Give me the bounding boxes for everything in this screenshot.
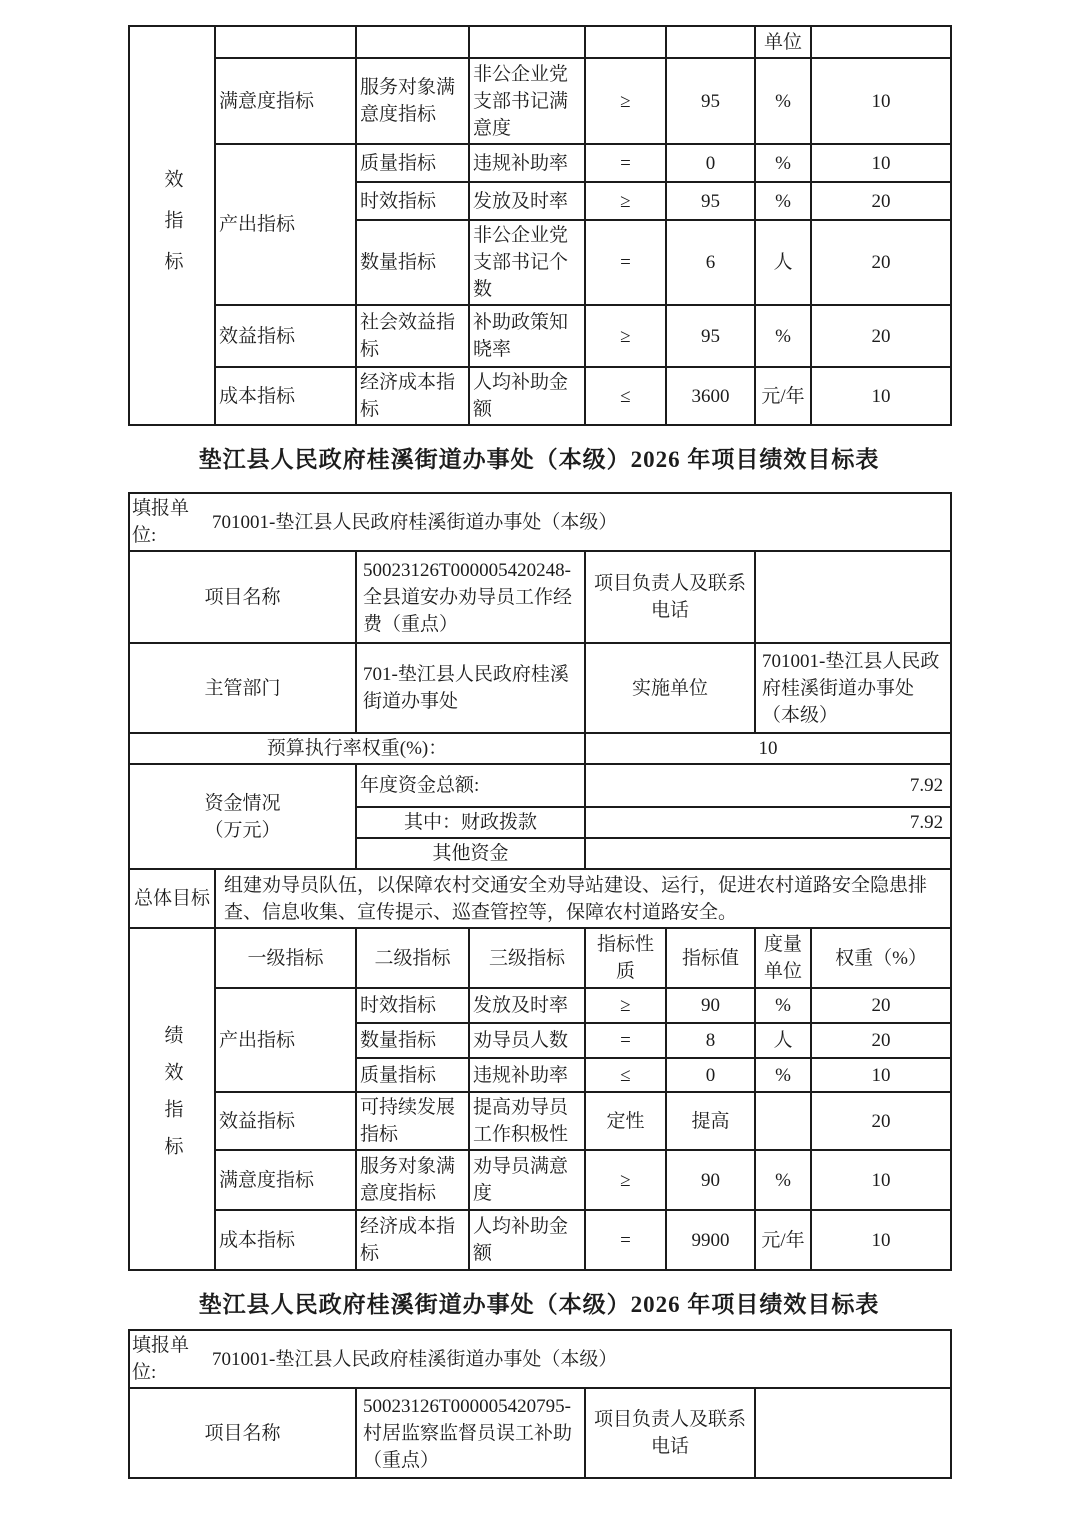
measure-unit: %	[755, 144, 811, 182]
level2-indicator: 时效指标	[356, 988, 469, 1023]
table-row	[129, 733, 951, 764]
indicator-nature: ≥	[585, 305, 666, 367]
table-row	[129, 928, 951, 988]
level2-indicator: 质量指标	[356, 1058, 469, 1092]
indicator-value: 90	[666, 988, 755, 1023]
indicator-value: 95	[666, 182, 755, 220]
funds-total-label: 年度资金总额:	[356, 764, 585, 807]
table-row	[129, 144, 951, 182]
level3-indicator: 非公企业党支部书记个数	[469, 220, 585, 305]
header-value: 指标值	[666, 928, 755, 988]
header-level1: 一级指标	[215, 928, 356, 988]
indicator-value: 6	[666, 220, 755, 305]
dept-label: 主管部门	[129, 643, 356, 733]
indicator-nature: ≤	[585, 367, 666, 425]
table-row	[129, 1092, 951, 1150]
reporting-unit-cell	[129, 493, 951, 551]
level3-indicator: 违规补助率	[469, 1058, 585, 1092]
budget-rate-label: 预算执行率权重(%)：	[129, 733, 585, 764]
table-row	[129, 1330, 951, 1388]
indicator-nature: ≥	[585, 988, 666, 1023]
measure-unit: %	[755, 58, 811, 144]
level3-indicator: 提高劝导员工作积极性	[469, 1092, 585, 1150]
header-weight: 权重（%）	[811, 928, 951, 988]
indicator-nature: =	[585, 220, 666, 305]
overall-goal-label: 总体目标	[129, 869, 215, 928]
table-row	[129, 1150, 951, 1210]
level2-indicator: 经济成本指标	[356, 1210, 469, 1270]
indicator-nature: =	[585, 1210, 666, 1270]
level3-indicator: 发放及时率	[469, 988, 585, 1023]
table-row	[129, 305, 951, 367]
funds-fiscal-value: 7.92	[585, 807, 951, 838]
header-unit: 度量单位	[755, 928, 811, 988]
project-leader-label: 项目负责人及联系电话	[585, 1388, 755, 1478]
measure-unit: 人	[755, 1023, 811, 1058]
measure-unit: %	[755, 988, 811, 1023]
impl-unit-label: 实施单位	[585, 643, 755, 733]
weight: 20	[811, 1092, 951, 1150]
indicator-nature: =	[585, 144, 666, 182]
funds-total-value: 7.92	[585, 764, 951, 807]
table-row	[129, 1210, 951, 1270]
level1-indicator: 效益指标	[215, 1092, 356, 1150]
indicator-value: 95	[666, 305, 755, 367]
table-row	[129, 367, 951, 425]
report-title: 垫江县人民政府桂溪街道办事处（本级）2026 年项目绩效目标表	[198, 1292, 880, 1317]
indicator-value: 0	[666, 144, 755, 182]
level2-indicator: 社会效益指标	[356, 305, 469, 367]
dept-value: 701-垫江县人民政府桂溪街道办事处	[356, 643, 585, 733]
level2-indicator: 时效指标	[356, 182, 469, 220]
weight: 10	[811, 1210, 951, 1270]
level3-indicator: 劝导员满意度	[469, 1150, 585, 1210]
weight: 10	[811, 144, 951, 182]
reporting-unit-label: 填报单位:	[132, 1335, 190, 1383]
project-name-label: 项目名称	[129, 1388, 356, 1478]
header-level2: 二级指标	[356, 928, 469, 988]
level1-indicator: 满意度指标	[215, 58, 356, 144]
indicator-nature: ≥	[585, 1150, 666, 1210]
level2-indicator: 可持续发展指标	[356, 1092, 469, 1150]
measure-unit: %	[755, 305, 811, 367]
funds-label-line2: （万元）	[204, 819, 281, 841]
funds-other-label: 其他资金	[356, 838, 585, 869]
level1-indicator: 产出指标	[215, 988, 356, 1092]
performance-indicator-vertical-label: 绩效指标	[161, 1025, 183, 1173]
measure-unit: %	[755, 1058, 811, 1092]
report-title: 垫江县人民政府桂溪街道办事处（本级）2026 年项目绩效目标表	[198, 447, 880, 472]
funds-fiscal-label: 其中：财政拨款	[356, 807, 585, 838]
measure-unit	[755, 1092, 811, 1150]
level2-indicator: 服务对象满意度指标	[356, 1150, 469, 1210]
measure-unit: 元/年	[755, 367, 811, 425]
budget-rate-value: 10	[585, 733, 951, 764]
project-target-table-2	[128, 1329, 952, 1479]
empty-cell	[666, 26, 755, 58]
level3-indicator: 补助政策知晓率	[469, 305, 585, 367]
indicator-nature: =	[585, 1023, 666, 1058]
empty-cell	[469, 26, 585, 58]
empty-cell	[215, 26, 356, 58]
indicator-nature: ≥	[585, 58, 666, 144]
project-target-table-1	[128, 492, 952, 1271]
measure-unit: %	[755, 182, 811, 220]
header-nature: 指标性质	[585, 928, 666, 988]
table-row	[129, 493, 951, 551]
reporting-unit-label: 填报单位:	[132, 498, 190, 546]
table-row	[129, 764, 951, 807]
project-leader-value	[755, 551, 951, 643]
funds-label-line1: 资金情况	[204, 792, 281, 814]
weight: 20	[811, 220, 951, 305]
funds-other-value	[585, 838, 951, 869]
level3-indicator: 人均补助金额	[469, 1210, 585, 1270]
table-row	[129, 26, 951, 58]
indicator-value: 0	[666, 1058, 755, 1092]
measure-unit: %	[755, 1150, 811, 1210]
performance-indicator-vertical-label: 效指标	[161, 169, 183, 292]
empty-cell	[585, 26, 666, 58]
level1-indicator: 成本指标	[215, 1210, 356, 1270]
measure-unit: 元/年	[755, 1210, 811, 1270]
level1-indicator: 产出指标	[215, 144, 356, 305]
indicator-value: 提高	[666, 1092, 755, 1150]
level1-indicator: 满意度指标	[215, 1150, 356, 1210]
overall-goal-value: 组建劝导员队伍，以保障农村交通安全劝导站建设、运行，促进农村道路安全隐患排查、信息收集、宣传提示、巡查管控等，保障农村道路安全。	[215, 869, 951, 928]
weight: 20	[811, 988, 951, 1023]
level3-indicator: 人均补助金额	[469, 367, 585, 425]
indicator-nature: ≥	[585, 182, 666, 220]
table-row	[129, 988, 951, 1023]
indicator-value: 3600	[666, 367, 755, 425]
level2-indicator: 经济成本指标	[356, 367, 469, 425]
reporting-unit-value: 701001-垫江县人民政府桂溪街道办事处（本级）	[212, 511, 618, 533]
indicator-table-continued	[128, 25, 952, 426]
table-row	[129, 58, 951, 144]
table-row	[129, 869, 951, 928]
project-name-label: 项目名称	[129, 551, 356, 643]
side-label-cell	[129, 26, 215, 425]
level1-indicator: 效益指标	[215, 305, 356, 367]
level3-indicator: 非公企业党支部书记满意度	[469, 58, 585, 144]
level2-indicator: 质量指标	[356, 144, 469, 182]
weight: 10	[811, 58, 951, 144]
table-row	[129, 1388, 951, 1478]
indicator-value: 8	[666, 1023, 755, 1058]
project-leader-label: 项目负责人及联系电话	[585, 551, 755, 643]
reporting-unit-cell	[129, 1330, 951, 1388]
impl-unit-value: 701001-垫江县人民政府桂溪街道办事处（本级）	[755, 643, 951, 733]
project-name-value: 50023126T000005420795-村居监察监督员误工补助（重点）	[356, 1388, 585, 1478]
weight: 20	[811, 182, 951, 220]
level1-indicator: 成本指标	[215, 367, 356, 425]
level2-indicator: 服务对象满意度指标	[356, 58, 469, 144]
unit-header-partial: 单位	[755, 26, 811, 58]
project-name-value: 50023126T000005420248-全县道安办劝导员工作经费（重点）	[356, 551, 585, 643]
weight: 10	[811, 1058, 951, 1092]
level3-indicator: 发放及时率	[469, 182, 585, 220]
measure-unit: 人	[755, 220, 811, 305]
indicator-nature: ≤	[585, 1058, 666, 1092]
level2-indicator: 数量指标	[356, 1023, 469, 1058]
indicator-value: 9900	[666, 1210, 755, 1270]
side-label-cell	[129, 928, 215, 1270]
table-row	[129, 551, 951, 643]
project-leader-value	[755, 1388, 951, 1478]
level3-indicator: 违规补助率	[469, 144, 585, 182]
funds-label	[129, 764, 356, 869]
empty-cell	[811, 26, 951, 58]
weight: 20	[811, 305, 951, 367]
indicator-nature: 定性	[585, 1092, 666, 1150]
empty-cell	[356, 26, 469, 58]
level2-indicator: 数量指标	[356, 220, 469, 305]
header-level3: 三级指标	[469, 928, 585, 988]
weight: 20	[811, 1023, 951, 1058]
weight: 10	[811, 1150, 951, 1210]
table-row	[129, 643, 951, 733]
weight: 10	[811, 367, 951, 425]
reporting-unit-value: 701001-垫江县人民政府桂溪街道办事处（本级）	[212, 1348, 618, 1370]
level3-indicator: 劝导员人数	[469, 1023, 585, 1058]
indicator-value: 90	[666, 1150, 755, 1210]
indicator-value: 95	[666, 58, 755, 144]
